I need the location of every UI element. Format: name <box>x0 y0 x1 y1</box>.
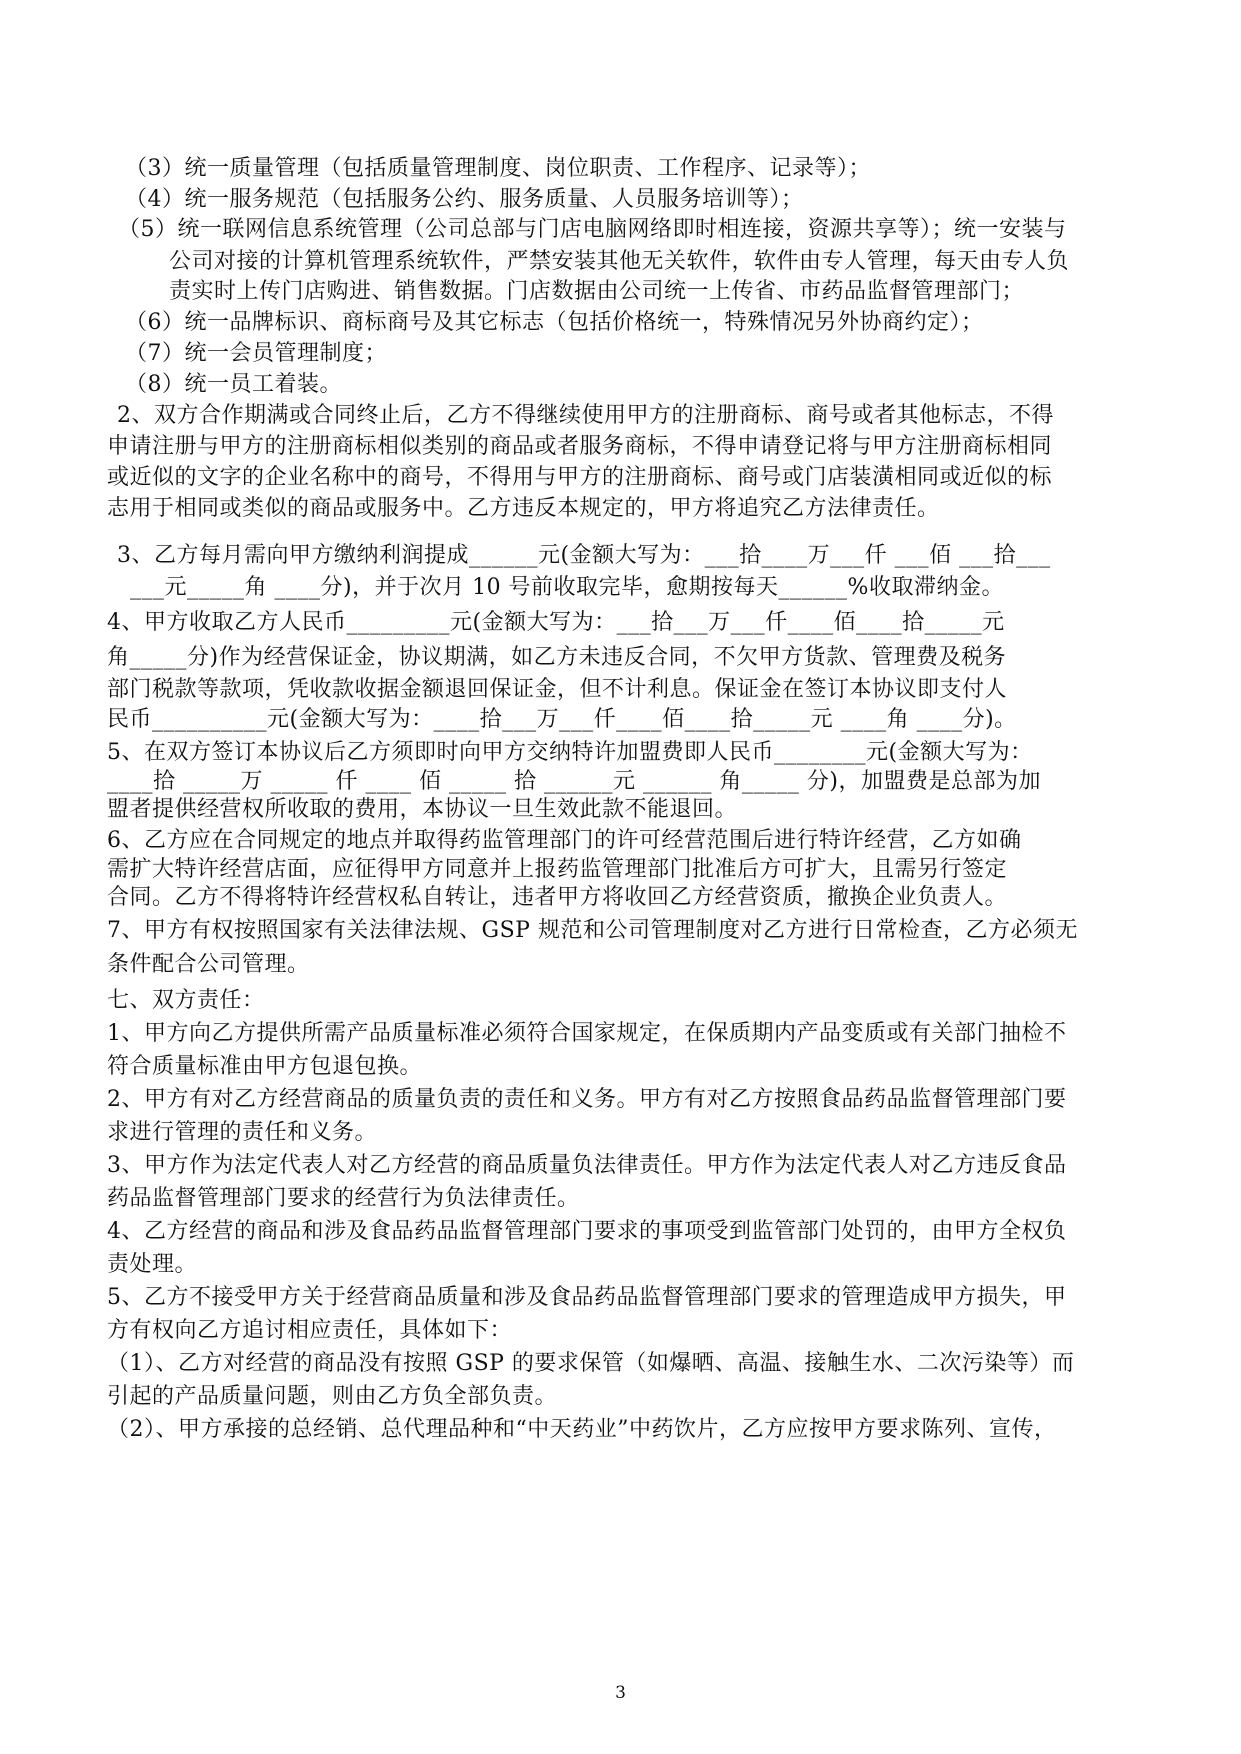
text-line: 方有权向乙方追讨相应责任，具体如下： <box>107 1318 513 1343</box>
text-line: （1）、乙方对经营的商品没有按照 GSP 的要求保管（如爆晒、高温、接触生水、二次污染等）而 <box>107 1351 1075 1376</box>
text-line: 需扩大特许经营店面，应征得甲方同意并上报药监管理部门批准后方可扩大，且需另行签定 <box>107 857 1008 882</box>
text-line: 角_____分)作为经营保证金，协议期满，如乙方未违反合同，不欠甲方货款、管理费及税务 <box>107 645 1007 670</box>
text-line: 申请注册与甲方的注册商标相似类别的商品或者服务商标，不得申请登记将与甲方注册商标相同 <box>107 434 1053 459</box>
text-line: 民币__________元(金额大写为：____拾___万___仟____佰____拾_____元 ____角 ____分)。 <box>107 707 1017 732</box>
text-line: 公司对接的计算机管理系统软件，严禁安装其他无关软件，软件由专人管理，每天由专人负 <box>169 249 1070 274</box>
text-line: （6）统一品牌标识、商标商号及其它标志（包括价格统一，特殊情况另外协商约定）； <box>125 310 984 335</box>
text-line: 1、甲方向乙方提供所需产品质量标准必须符合国家规定，在保质期内产品变质或有关部门抽检不 <box>107 1021 1067 1046</box>
text-line: ___元_____角 ____分)，并于次月 10 号前收取完毕，愈期按每天______%收取滞纳金。 <box>130 575 1004 600</box>
text-line: （4）统一服务规范（包括服务公约、服务质量、人员服务培训等）； <box>125 187 804 212</box>
text-line: 4、甲方收取乙方人民币_________元(金额大写为：___拾___万___仟____佰____拾_____元 <box>107 610 1005 635</box>
text-line: 责实时上传门店购进、销售数据。门店数据由公司统一上传省、市药品监督管理部门； <box>169 279 1025 304</box>
text-line: 或近似的文字的企业名称中的商号，不得用与甲方的注册商标、商号或门店装潢相同或近似的标 <box>107 465 1053 490</box>
section-heading: 七、双方责任： <box>107 988 265 1013</box>
text-line: 6、乙方应在合同规定的地点并取得药监管理部门的许可经营范围后进行特许经营，乙方如确 <box>107 828 1022 853</box>
text-line: 符合质量标准由甲方包退包换。 <box>107 1054 423 1079</box>
text-line: 引起的产品质量问题，则由乙方负全部负责。 <box>107 1384 558 1409</box>
text-line: （8）统一员工着装。 <box>125 372 342 397</box>
text-line: 求进行管理的责任和义务。 <box>107 1120 378 1145</box>
text-line: （3）统一质量管理（包括质量管理制度、岗位职责、工作程序、记录等）； <box>125 156 871 181</box>
text-line: （2）、甲方承接的总经销、总代理品种和“中天药业”中药饮片，乙方应按甲方要求陈列、宣传， <box>107 1417 1057 1442</box>
text-line: 志用于相同或类似的商品或服务中。乙方违反本规定的，甲方将追究乙方法律责任。 <box>107 496 940 521</box>
text-line: 5、在双方签订本协议后乙方须即时向甲方交纳特许加盟费即人民币________元(金额大写为： <box>107 740 1033 765</box>
text-line: 4、乙方经营的商品和涉及食品药品监督管理部门要求的事项受到监管部门处罚的，由甲方全权负 <box>107 1219 1067 1244</box>
text-line: 盟者提供经营权所收取的费用，本协议一旦生效此款不能退回。 <box>107 797 738 822</box>
text-line: 2、甲方有对乙方经营商品的质量负责的责任和义务。甲方有对乙方按照食品药品监督管理部门要 <box>107 1087 1067 1112</box>
text-line: （5）统一联网信息系统管理（公司总部与门店电脑网络即时相连接，资源共享等）；统一安装与 <box>118 217 1067 242</box>
text-line: 5、乙方不接受甲方关于经营商品质量和涉及食品药品监督管理部门要求的管理造成甲方损失，甲 <box>107 1285 1067 1310</box>
text-line: 部门税款等款项，凭收款收据金额退回保证金，但不计利息。保证金在签订本协议即支付人 <box>107 677 1008 702</box>
text-line: 合同。乙方不得将特许经营权私自转让，违者甲方将收回乙方经营资质，撤换企业负责人。 <box>107 885 1008 910</box>
text-line: 责处理。 <box>107 1252 198 1277</box>
text-line: 药品监督管理部门要求的经营行为负法律责任。 <box>107 1186 580 1211</box>
text-line: （7）统一会员管理制度； <box>125 341 387 366</box>
text-line: 3、甲方作为法定代表人对乙方经营的商品质量负法律责任。甲方作为法定代表人对乙方违反食品 <box>107 1153 1067 1178</box>
text-line: 3、乙方每月需向甲方缴纳利润提成______元(金额大写为：___拾____万___仟 ___佰 ___拾___ <box>117 543 1051 568</box>
text-line: 2、双方合作期满或合同终止后，乙方不得继续使用甲方的注册商标、商号或者其他标志，不得 <box>117 403 1055 428</box>
text-line: ____拾 _____万 _____ 仟 ____ 佰 _____ 拾 ______元 ______ 角_____ 分)，加盟费是总部为加 <box>107 769 1042 794</box>
page-number: 3 <box>615 1683 626 1703</box>
text-line: 7、甲方有权按照国家有关法律法规、GSP 规范和公司管理制度对乙方进行日常检查，乙方必须无 <box>107 918 1078 943</box>
text-line: 条件配合公司管理。 <box>107 952 310 977</box>
